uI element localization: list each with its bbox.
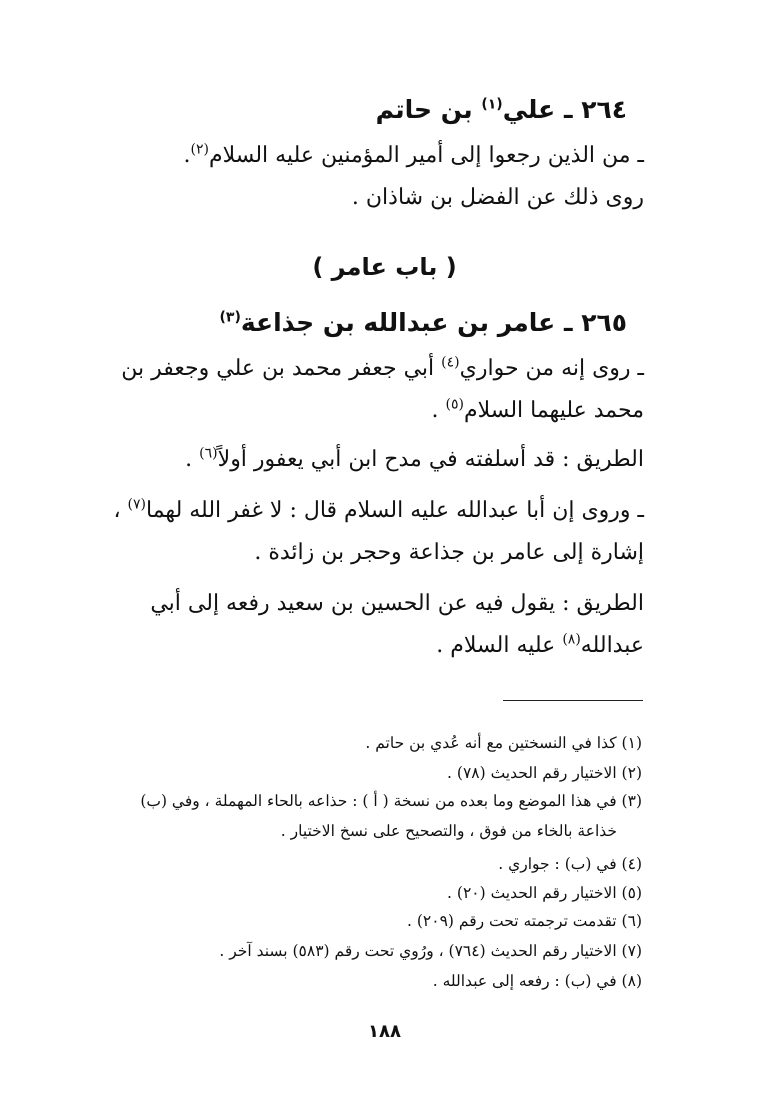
entry-265-p1-line-2 bbox=[431, 398, 644, 423]
footnote-ref-2: (٢) bbox=[190, 141, 209, 158]
entry-264-line-2: روى ذلك عن الفضل بن شاذان . bbox=[351, 185, 644, 210]
entry-265-path-2-line-1: الطريق : يقول فيه عن الحسين بن سعيد رفعه إلى أبي bbox=[150, 591, 644, 616]
entry-265-p1-line-2-end: . bbox=[431, 398, 446, 423]
footnote-1: (١) كذا في النسختين مع أنه عُدي بن حاتم . bbox=[365, 734, 642, 752]
entry-265-heading-text: ٢٦٥ ـ عامر بن عبدالله بن جذاعة bbox=[240, 308, 627, 337]
footnote-5: (٥) الاختيار رقم الحديث (٢٠) . bbox=[447, 884, 642, 902]
entry-264-line-1-end: . bbox=[183, 143, 191, 168]
entry-265-path-2-line-2 bbox=[436, 633, 644, 658]
footnote-ref-3: (٣) bbox=[219, 309, 241, 326]
entry-265-heading bbox=[220, 308, 628, 337]
entry-265-path-2-line-2-text: عبدالله bbox=[580, 633, 644, 658]
entry-265-path-1-text: الطريق : قد أسلفته في مدح ابن أبي يعفور أولاً bbox=[217, 447, 644, 472]
entry-265-p3-line-2: إشارة إلى عامر بن جذاعة وحجر بن زائدة . bbox=[254, 540, 644, 565]
footnote-2: (٢) الاختيار رقم الحديث (٧٨) . bbox=[447, 764, 642, 782]
footnote-ref-4: (٤) bbox=[441, 354, 460, 371]
entry-265-path-1-end: . bbox=[185, 447, 200, 472]
entry-265-path-1 bbox=[185, 447, 644, 472]
entry-264-heading-suffix: بن حاتم bbox=[375, 95, 482, 124]
entry-264-line-1-text: ـ من الذين رجعوا إلى أمير المؤمنين عليه السلام bbox=[208, 143, 644, 168]
footnote-3-line-1: (٣) في هذا الموضع وما بعده من نسخة ( أ ) : حذاعه بالحاء المهملة ، وفي (ب) bbox=[140, 792, 642, 810]
footnote-separator bbox=[503, 700, 643, 701]
footnote-4: (٤) في (ب) : جواري . bbox=[498, 855, 642, 873]
entry-265-p3-line-1-text: ـ وروى إن أبا عبدالله عليه السلام قال : لا غفر الله لهما bbox=[146, 498, 644, 523]
entry-265-p3-line-1-end: ، bbox=[113, 498, 128, 523]
footnote-ref-8: (٨) bbox=[562, 631, 581, 648]
page-number: ١٨٨ bbox=[368, 1021, 401, 1042]
entry-264-heading bbox=[376, 95, 627, 124]
entry-265-p1-line-2-text: محمد عليهما السلام bbox=[463, 398, 644, 423]
footnote-ref-1: (١) bbox=[481, 96, 503, 113]
entry-265-p3-line-1 bbox=[113, 498, 644, 523]
footnote-ref-5: (٥) bbox=[445, 396, 464, 413]
footnote-8: (٨) في (ب) : رفعه إلى عبدالله . bbox=[432, 972, 642, 990]
entry-265-p1-line-1-b: أبي جعفر محمد بن علي وجعفر بن bbox=[121, 356, 442, 381]
entry-264-line-1 bbox=[183, 143, 644, 168]
entry-265-p1-line-1 bbox=[121, 356, 644, 381]
footnote-ref-6: (٦) bbox=[199, 445, 218, 462]
footnote-6: (٦) تقدمت ترجمته تحت رقم (٢٠٩) . bbox=[407, 912, 642, 930]
entry-264-heading-prefix: ٢٦٤ ـ علي bbox=[502, 95, 627, 124]
entry-265-p1-line-1-a: ـ روى إنه من حواري bbox=[459, 356, 644, 381]
section-heading-bab-amer: ( باب عامر ) bbox=[312, 253, 457, 281]
footnote-7: (٧) الاختيار رقم الحديث (٧٦٤) ، ورُوي تحت رقم (٥٨٣) بسند آخر . bbox=[219, 942, 642, 960]
footnote-3-line-2: خذاعة بالخاء من فوق ، والتصحيح على نسخ الاختيار . bbox=[280, 822, 617, 840]
entry-265-path-2-line-2-end: عليه السلام . bbox=[436, 633, 563, 658]
footnote-ref-7: (٧) bbox=[127, 496, 146, 513]
